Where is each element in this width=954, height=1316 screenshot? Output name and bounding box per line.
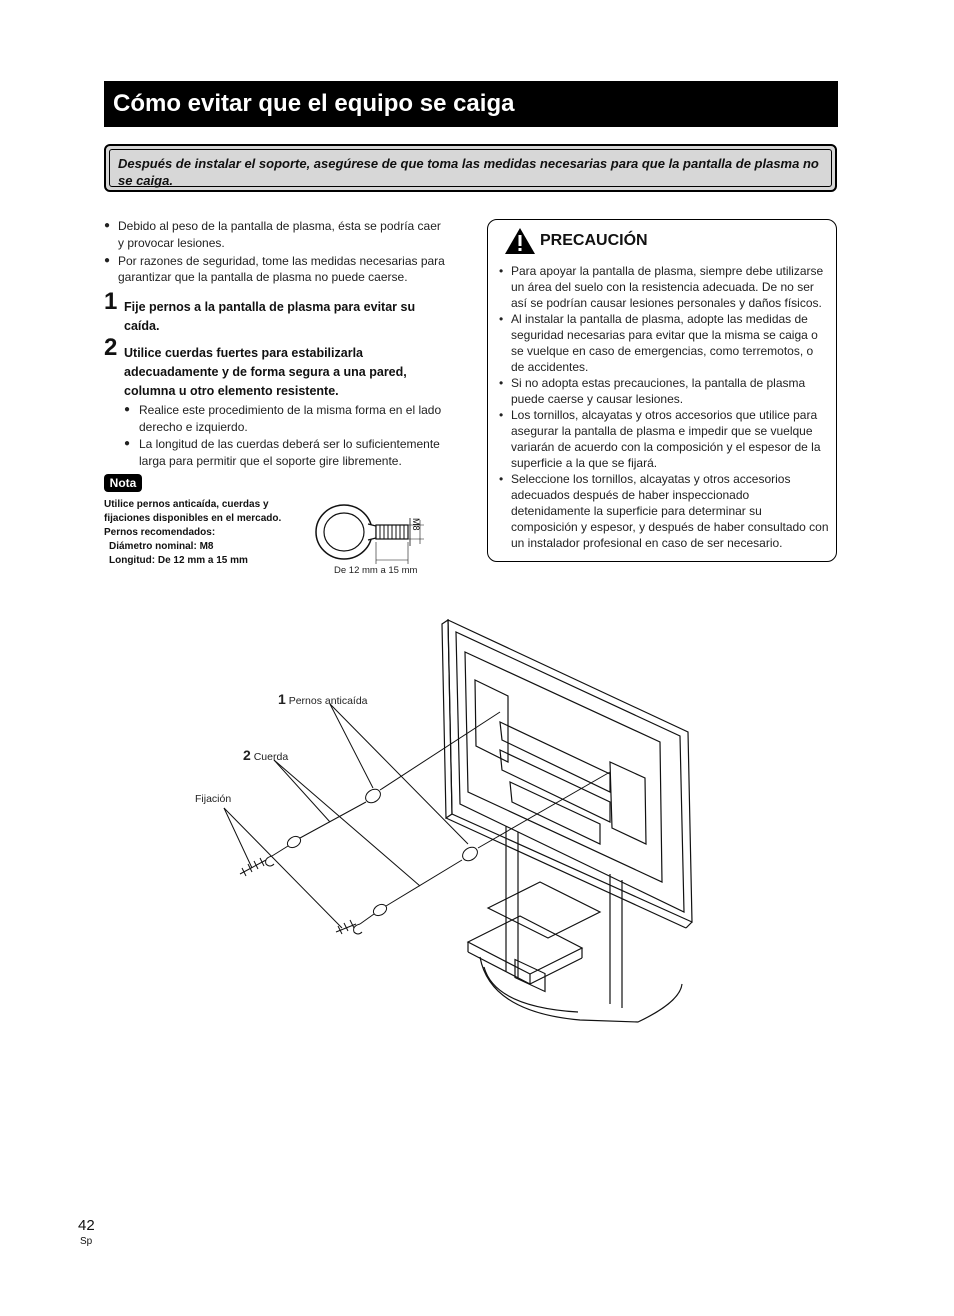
caution-item: • Seleccione los tornillos, alcayatas y otros accesorios adecuados después de haber inspeccionado detenidamente la superficie para determinar su composición y espesor, y después de haber consultado con un instalador profesional en caso de ser necesario. (497, 471, 829, 551)
ropes-and-bolts (224, 704, 610, 934)
step-text: Fije pernos a la pantalla de plasma para evitar su caída. (124, 300, 416, 333)
label-text: Pernos anticaída (288, 695, 368, 707)
step2-bullets (124, 402, 446, 470)
bullet-item: ● Por razones de seguridad, tome las medidas necesarias para garantizar que la pantalla de plasma no puede caerse. (104, 253, 449, 286)
caution-item: • Al instalar la pantalla de plasma, adopte las medidas de seguridad necesarias para evitar que la misma se caiga o se vuelque en caso de emergencias, como terremotos, o de accidentes. (497, 311, 829, 375)
nota-line: Utilice pernos anticaída, cuerdas y fijaciones disponibles en el mercado. (104, 499, 282, 524)
intro-text: Después de instalar el soporte, asegúrese de que toma las medidas necesarias para que la pantalla de plasma no se caiga. (109, 149, 832, 187)
nota-line: Pernos recomendados: (104, 527, 216, 538)
nota-badge: Nota (104, 474, 142, 492)
caution-item: • Para apoyar la pantalla de plasma, siempre debe utilizarse un área del suelo con la resistencia adecuada. De no ser así se podrían causar lesiones personales y daños físicos. (497, 263, 829, 311)
caution-item: • Si no adopta estas precauciones, la pantalla de plasma puede caerse y causar lesiones. (497, 375, 829, 407)
length-label: De 12 mm a 15 mm (334, 565, 418, 576)
warning-icon (503, 226, 537, 256)
figure-label-bolts (278, 691, 368, 707)
caution-title: PRECAUCIÓN (540, 232, 648, 249)
bullet-item: ● Realice este procedimiento de la misma forma en el lado derecho e izquierdo. (124, 402, 446, 435)
step-text: Utilice cuerdas fuertes para estabilizarla adecuadamente y de forma segura a una pared, columna u otro elemento resistente. (124, 346, 407, 398)
step-1 (104, 288, 449, 338)
page-number: 42 (78, 1217, 95, 1234)
caution-item: • Los tornillos, alcayatas y otros accesorios que utilice para asegurar la pantalla de plasma e impedir que se vuelque variarán de acuerdo con la composición y el espesor de la superficie a la que se fijará. (497, 407, 829, 471)
nota-line: Longitud: De 12 mm a 15 mm (109, 555, 248, 566)
step-number: 1 (104, 288, 118, 315)
figure-label-fixation: Fijación (195, 793, 232, 805)
page-language: Sp (80, 1236, 93, 1247)
intro-bullets (104, 218, 449, 287)
label-number: 2 (243, 747, 251, 763)
m8-label: M8 (411, 518, 421, 531)
nota-text (104, 498, 309, 568)
bullet-item: ● La longitud de las cuerdas deberá ser lo suficientemente larga para permitir que el soporte gire libremente. (124, 436, 446, 469)
caution-list (497, 263, 829, 551)
nota-line: Diámetro nominal: M8 (109, 541, 214, 552)
installation-illustration (190, 612, 710, 1032)
bullet-item: ● Debido al peso de la pantalla de plasma, ésta se podría caer y provocar lesiones. (104, 218, 449, 251)
label-number: 1 (278, 691, 286, 707)
page-title: Cómo evitar que el equipo se caiga (113, 90, 515, 117)
step-number: 2 (104, 334, 118, 361)
label-text: Cuerda (253, 751, 289, 763)
figure-label-rope (243, 747, 288, 763)
plasma-display-rear (442, 620, 692, 1022)
intro-box (104, 144, 837, 192)
title-bar (104, 81, 838, 127)
step-2 (104, 334, 449, 402)
